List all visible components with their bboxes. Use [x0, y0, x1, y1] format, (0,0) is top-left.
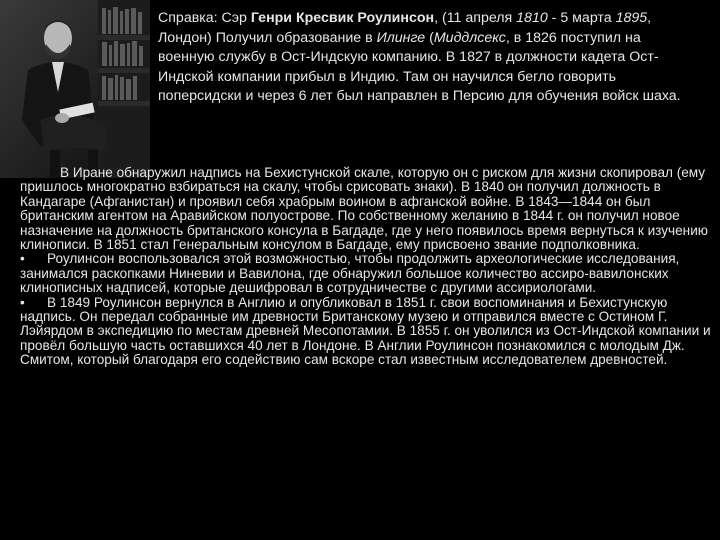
intro-text: Справка: Сэр Генри Кресвик Роулинсон, (11 апреля 1810 - 5 марта 1895, Лондон) Получил образование в Илинге (Миддлсекс, в 1826 поступил на военную службу в Ост-Индскую компанию. В 1827 в должности кадета Ост-Индской компании прибыл в Индию. Там он научился бегло говорить поперсидски и через 6 лет был направлен в Персию для обучения войск шаха.: [158, 10, 681, 104]
biography-body: [20, 166, 716, 368]
paragraph-3: • В 1849 Роулинсон вернулся в Англию и опубликовал в 1851 г. свои воспоминания и Бехистунскую надпись. Он передал собранные им древности Британскому музею и отправился вместе с Остином Г. Лэйярдом в экспедицию по местам древней Месопотамии. В 1855 г. он уволился из Ост-Индской компании и провёл большую часть оставшихся 40 лет в Лондоне. В Англии Роулинсон познакомился с молодым Дж. Смитом, который благодаря его содействию сам вскоре стал известным исследователем древностей.: [20, 294, 711, 368]
death-year: 1895: [615, 10, 648, 26]
county-name: Миддлсекс: [433, 29, 506, 46]
portrait-photo: [0, 0, 150, 178]
birth-year: 1810: [516, 10, 548, 26]
place-name: Илинге: [376, 29, 426, 46]
bullet-marker: •: [20, 294, 25, 310]
person-name: Генри Кресвик Роулинсон: [250, 10, 435, 26]
bullet-marker: •: [20, 251, 25, 267]
paragraph-1: В Иране обнаружил надпись на Бехистунской скале, которую он с риском для жизни скопировал (ему пришлось многократно взбираться на скалу, чтобы срисовать знаки). В 1840 он получил должность в Кандагаре (Афганистан) и проявил себя храбрым воином в афганской войне. В 1843—1844 он был британским агентом на Аравийском полуострове. По собственному желанию в 1844 г. он получил новое назначение на должность британского консула в Багдаде, где у него появилось время вернуться к изучению клинописи. В 1851 стал Генеральным консулом в Багдаде, ему присвоено звание подполковника.: [20, 165, 708, 253]
paragraph-2: • Роулинсон воспользовался этой возможностью, чтобы продолжить археологические исследования, занимался раскопками Ниневии и Вавилона, где обнаружил большое количество ассиро-вавилонских клинописных надписей, которые дешифровал в сотрудничестве с другими ассириологами.: [20, 251, 680, 296]
